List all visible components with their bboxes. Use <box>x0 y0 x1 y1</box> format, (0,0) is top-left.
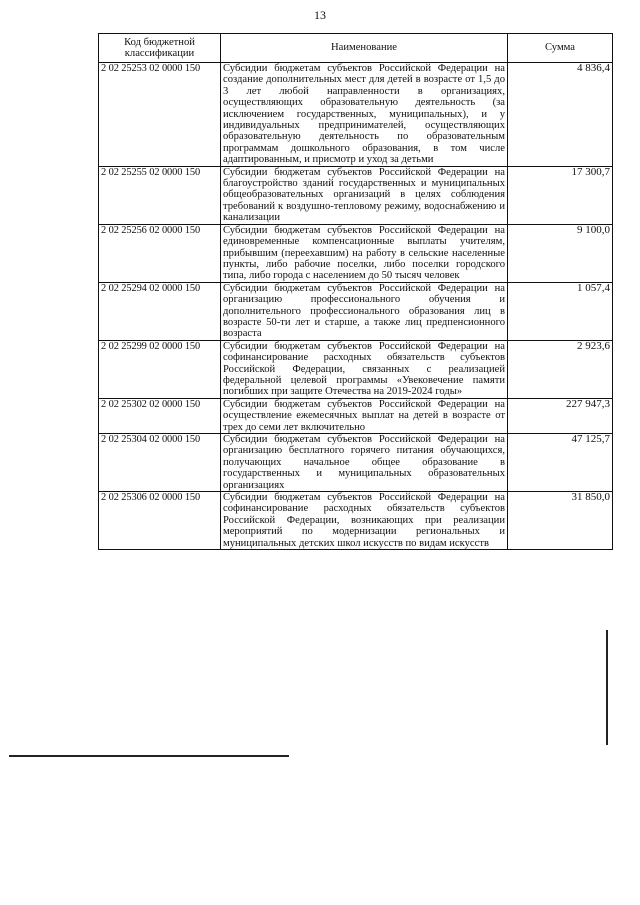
table-row <box>99 398 613 433</box>
header-name: Наименование <box>221 34 508 63</box>
row-name: Субсидии бюджетам субъектов Российской Федерации на софинансирование расходных обязательств субъектов Российской Федерации, связанных с реализацией федеральной целевой программы «Увековечение памяти погибших при защите Отечества на 2019-2024 годы» <box>221 340 508 398</box>
row-name: Субсидии бюджетам субъектов Российской Федерации на организацию профессионального обучения и дополнительного профессионального образования лиц в возрасте 50-ти лет и старше, а также лиц предпенсионного возраста <box>221 282 508 340</box>
table-row <box>99 282 613 340</box>
budget-table <box>98 33 613 550</box>
row-code: 2 02 25299 02 0000 150 <box>99 340 221 398</box>
table-row <box>99 492 613 550</box>
row-sum: 2 923,6 <box>508 340 613 398</box>
row-code: 2 02 25302 02 0000 150 <box>99 398 221 433</box>
row-sum: 31 850,0 <box>508 492 613 550</box>
margin-rule <box>606 630 608 745</box>
row-sum: 47 125,7 <box>508 434 613 492</box>
table-row <box>99 166 613 224</box>
row-code: 2 02 25304 02 0000 150 <box>99 434 221 492</box>
header-sum: Сумма <box>508 34 613 63</box>
row-sum: 227 947,3 <box>508 398 613 433</box>
table-row <box>99 63 613 167</box>
table-row <box>99 434 613 492</box>
table-row <box>99 340 613 398</box>
row-sum: 9 100,0 <box>508 224 613 282</box>
row-name: Субсидии бюджетам субъектов Российской Федерации на организацию бесплатного горячего питания обучающихся, получающих начальное общее образование в государственных и муниципальных образовательных организациях <box>221 434 508 492</box>
row-name: Субсидии бюджетам субъектов Российской Федерации на благоустройство зданий государственных и муниципальных общеобразовательных организаций в целях соблюдения требований к воздушно-тепловому режиму, водоснабжению и канализации <box>221 166 508 224</box>
row-code: 2 02 25306 02 0000 150 <box>99 492 221 550</box>
row-name: Субсидии бюджетам субъектов Российской Федерации на осуществление ежемесячных выплат на детей в возрасте от трех до семи лет включительно <box>221 398 508 433</box>
table-row <box>99 224 613 282</box>
page-number: 13 <box>314 8 326 22</box>
row-code: 2 02 25255 02 0000 150 <box>99 166 221 224</box>
row-code: 2 02 25256 02 0000 150 <box>99 224 221 282</box>
footnote-separator <box>9 755 289 757</box>
row-sum: 17 300,7 <box>508 166 613 224</box>
row-name: Субсидии бюджетам субъектов Российской Федерации на единовременные компенсационные выплаты учителям, прибывшим (переехавшим) на работу в сельские населенные пункты, либо рабочие поселки, либо поселки городского типа, либо города с населением до 50 тысяч человек <box>221 224 508 282</box>
row-code: 2 02 25253 02 0000 150 <box>99 63 221 167</box>
row-name: Субсидии бюджетам субъектов Российской Федерации на создание дополнительных мест для детей в возрасте от 1,5 до 3 лет любой направленности в организациях, осуществляющих образовательную деятельность (за исключением государственных, муниципальных), и у индивидуальных предпринимателей, осуществляющих образовательную деятельность по образовательным программам дошкольного образования, в том числе адаптированным, и присмотр и уход за детьми <box>221 63 508 167</box>
row-sum: 4 836,4 <box>508 63 613 167</box>
header-code: Код бюджетной классификации <box>99 34 221 63</box>
row-name: Субсидии бюджетам субъектов Российской Федерации на софинансирование расходных обязательств субъектов Российской Федерации, возникающих при реализации мероприятий по модернизации региональных и муниципальных детских школ искусств по видам искусств <box>221 492 508 550</box>
table-header-row <box>99 34 613 63</box>
row-sum: 1 057,4 <box>508 282 613 340</box>
row-code: 2 02 25294 02 0000 150 <box>99 282 221 340</box>
